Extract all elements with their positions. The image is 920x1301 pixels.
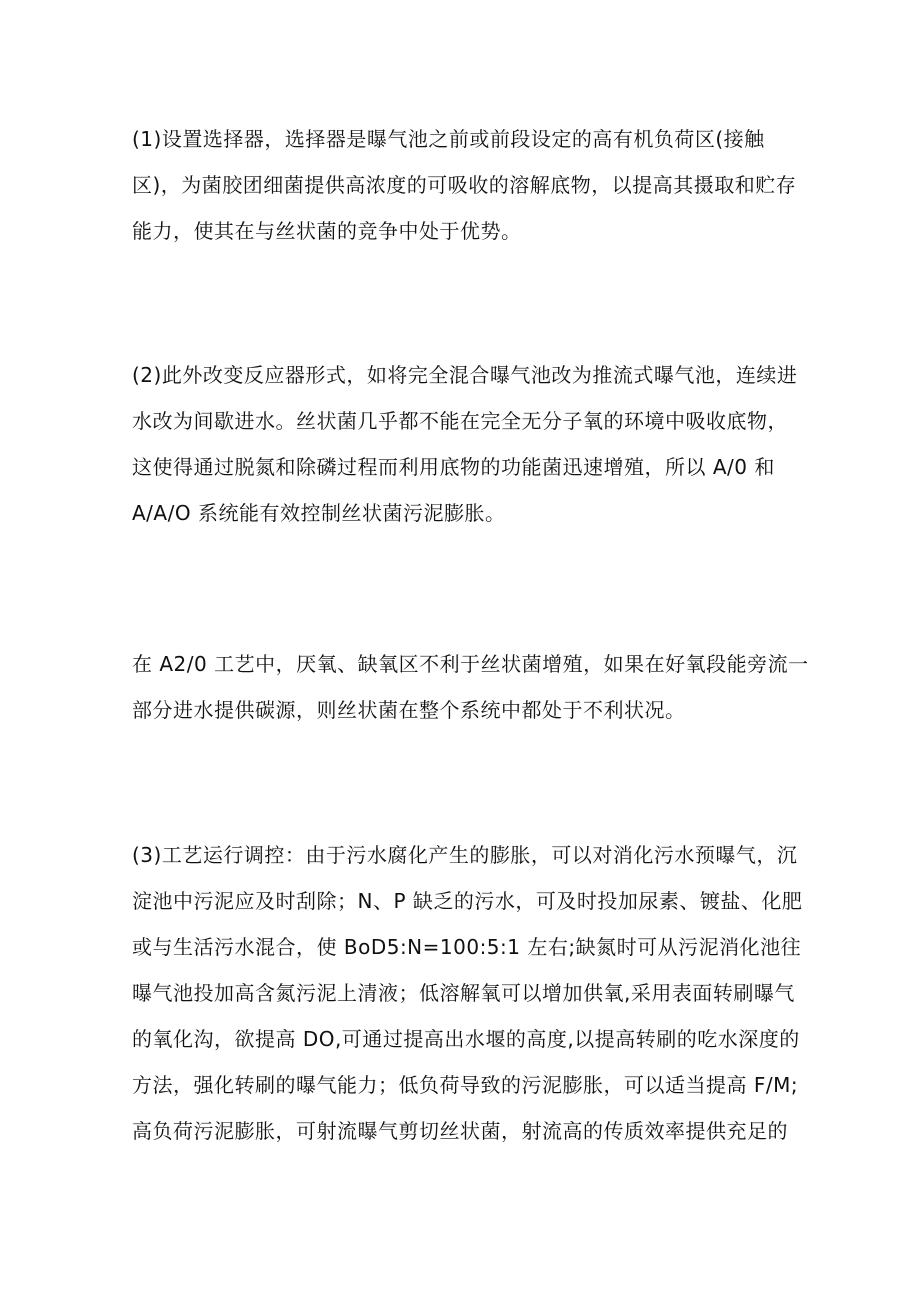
text-line: 区)，为菌胶团细菌提供高浓度的可吸收的溶解底物，以提高其摄取和贮存 (132, 173, 797, 197)
text-line: (1)设置选择器，选择器是曝气池之前或前段设定的高有机负荷区(接触 (132, 127, 765, 151)
text-line: 的氧化沟，欲提高 DO,可通过提高出水堰的高度,以提高转刷的吃水深度的 (132, 1027, 800, 1051)
paragraph-selector (132, 116, 797, 254)
paragraph-process-control (132, 832, 803, 1154)
text-line: 或与生活污水混合，使 BoD5:N=100:5:1 左右;缺氮时可从污泥消化池往 (132, 935, 802, 959)
text-line: 在 A2/0 工艺中，厌氧、缺氧区不利于丝状菌增殖，如果在好氧段能旁流一 (132, 652, 809, 676)
paragraph-a2o-process (132, 641, 809, 733)
paragraph-reactor-form (132, 352, 798, 536)
text-line: A/A/O 系统能有效控制丝状菌污泥膨胀。 (132, 501, 506, 525)
text-line: 方法，强化转刷的曝气能力；低负荷导致的污泥膨胀，可以适当提高 F/M; (132, 1073, 799, 1097)
text-line: 这使得通过脱氮和除磷过程而利用底物的功能菌迅速增殖，所以 A/0 和 (132, 455, 775, 479)
text-line: 能力，使其在与丝状菌的竞争中处于优势。 (132, 219, 522, 243)
text-line: 水改为间歇进水。丝状菌几乎都不能在完全无分子氧的环境中吸收底物， (132, 409, 788, 433)
text-line: 淀池中污泥应及时刮除；N、P 缺乏的污水，可及时投加尿素、镀盐、化肥 (132, 889, 803, 913)
text-line: (3)工艺运行调控：由于污水腐化产生的膨胀，可以对消化污水预曝气，沉 (132, 843, 798, 867)
text-line: 曝气池投加高含氮污泥上清液；低溶解氧可以增加供氧,采用表面转刷曝气 (132, 981, 795, 1005)
text-line: 部分进水提供碳源，则丝状菌在整个系统中都处于不利状况。 (132, 698, 686, 722)
text-line: 高负荷污泥膨胀，可射流曝气剪切丝状菌，射流高的传质效率提供充足的 (132, 1119, 788, 1143)
text-line: (2)此外改变反应器形式，如将完全混合曝气池改为推流式曝气池，连续进 (132, 363, 798, 387)
